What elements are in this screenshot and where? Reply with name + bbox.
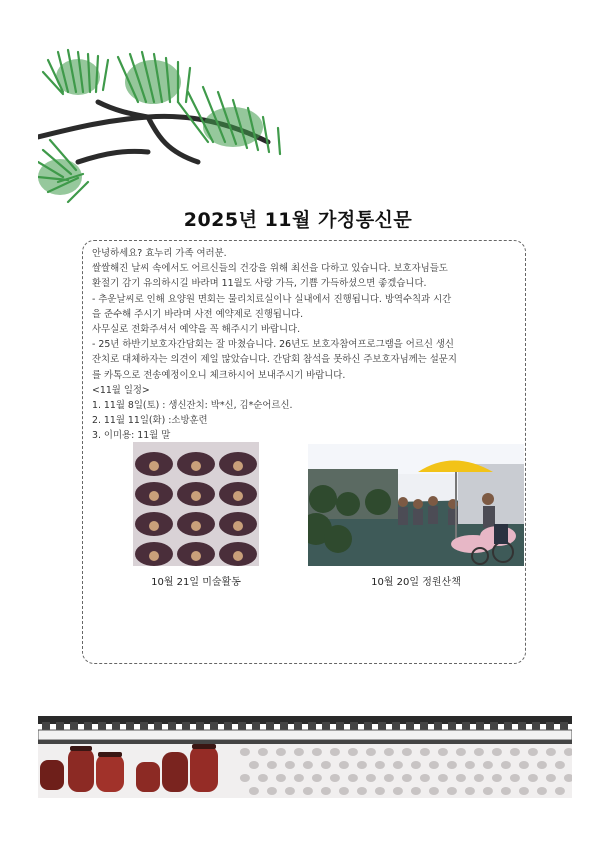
notice-line: - 추운날씨로 인해 요양원 면회는 물리치료실이나 실내에서 진행됩니다. 방역수칙과 시간	[92, 293, 452, 305]
notice-line: 안녕하세요? 효누리 가족 여러분.	[92, 248, 227, 259]
jar-wall-illustration	[38, 716, 572, 798]
notice-text	[92, 246, 524, 444]
photo-caption-art: 10월 21일 미술활동	[151, 577, 241, 588]
notice-line: 쌀쌀해진 날씨 속에서도 어르신들의 건강을 위해 최선을 다하고 있습니다. 보호자님들도	[92, 263, 448, 275]
photo-caption-garden: 10월 20일 정원산책	[371, 577, 461, 588]
page-title: 2025년 11월 가정통신문	[183, 209, 413, 231]
garden-walk-photo	[308, 444, 524, 566]
schedule-heading: <11월 일정>	[92, 384, 150, 396]
art-activity-photo	[133, 442, 259, 566]
notice-line: 환절기 감기 유의하시길 바라며 11월도 사랑 가득, 기쁨 가득하셨으면 좋겠습니다.	[92, 278, 427, 290]
notice-line: 잔치로 대체하자는 의견이 제일 많았습니다. 간담회 참석을 못하신 주보호자님께는 설문지	[92, 354, 457, 366]
pine-branch-illustration	[38, 42, 298, 217]
notice-line: 을 준수해 주시기 바라며 사전 예약제로 진행됩니다.	[92, 308, 304, 320]
notice-line: 를 카톡으로 전송예정이오니 체크하시어 보내주시기 바랍니다.	[92, 369, 346, 381]
schedule-item: 3. 이미용: 11월 말	[92, 430, 171, 442]
notice-line: 사무실로 전화주셔서 예약을 꼭 해주시기 바랍니다.	[92, 324, 301, 336]
notice-line: - 25년 하반기보호자간담회는 잘 마쳤습니다. 26년도 보호자참여프로그램을 어르신 생신	[92, 339, 454, 351]
schedule-item: 1. 11월 8일(토) : 생신잔치: 박*신, 김*순어르신.	[92, 400, 293, 412]
schedule-item: 2. 11월 11일(화) :소방훈련	[92, 415, 208, 427]
